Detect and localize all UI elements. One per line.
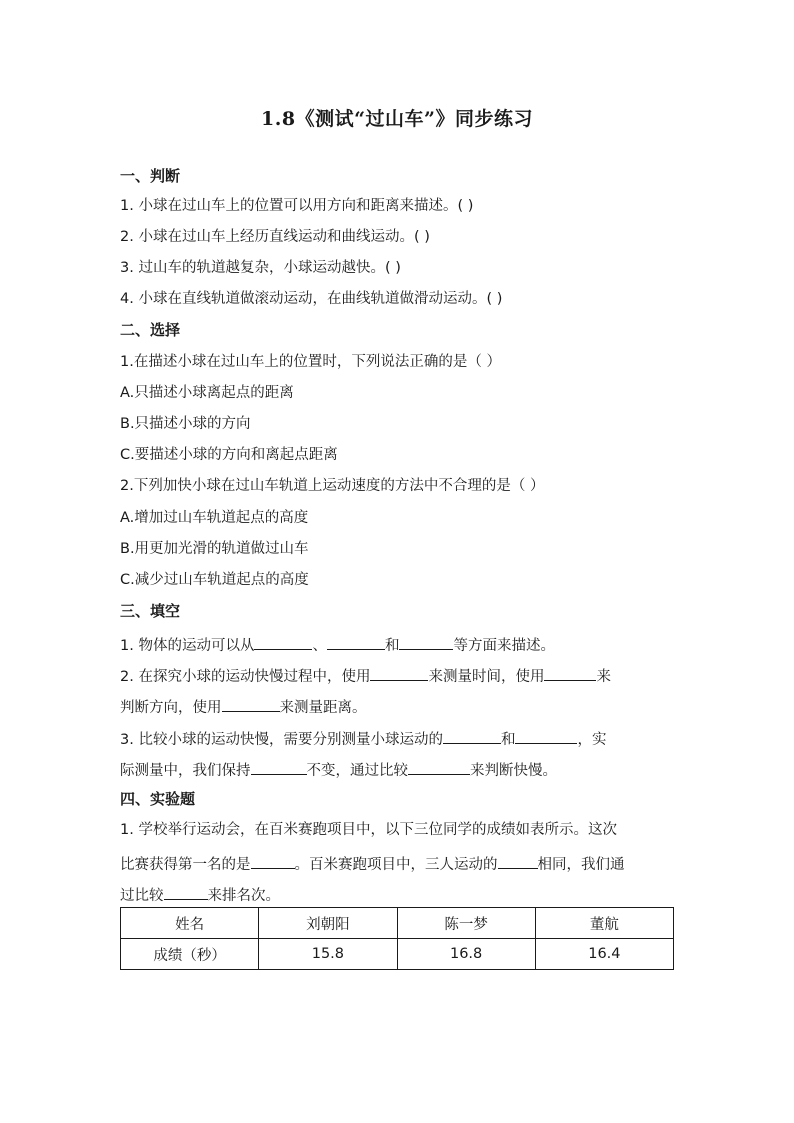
fill-blank[interactable] <box>327 633 385 650</box>
section-heading-fill: 三、填空 <box>120 602 181 620</box>
fill-blank[interactable] <box>399 633 453 650</box>
choice-q1-option-a: A.只描述小球离起点的距离 <box>120 385 294 401</box>
fill-blank[interactable] <box>254 633 312 650</box>
choice-q2-option-c: C.减少过山车轨道起点的高度 <box>120 572 309 588</box>
fill-q1 <box>120 633 680 656</box>
fill-q2-text: 来测量距离。 <box>279 700 367 716</box>
table-header-cell: 董航 <box>535 908 673 939</box>
experiment-q1-line1: 1. 学校举行运动会，在百米赛跑项目中，以下三位同学的成绩如表所示。这次 <box>120 822 617 838</box>
section-heading-judgment: 一、判断 <box>120 167 181 185</box>
choice-q2-option-a: A.增加过山车轨道起点的高度 <box>120 510 309 526</box>
fill-q3-line2 <box>120 758 680 781</box>
table-header-cell: 刘朝阳 <box>259 908 397 939</box>
experiment-q1-line2 <box>120 852 680 875</box>
judgment-item-3: 3. 过山车的轨道越复杂，小球运动越快。( ) <box>120 260 401 276</box>
fill-blank[interactable] <box>251 852 295 869</box>
fill-blank[interactable] <box>408 758 470 775</box>
section-heading-experiment: 四、实验题 <box>120 790 196 808</box>
experiment-q1-text: 相同，我们通 <box>537 857 625 873</box>
fill-blank[interactable] <box>515 727 577 744</box>
fill-q1-text: 1. 物体的运动可以从 <box>120 638 255 654</box>
fill-q2-text: 来测量时间，使用 <box>428 669 545 685</box>
fill-q2-line2 <box>120 695 680 718</box>
table-header-row <box>121 908 674 939</box>
fill-blank[interactable] <box>164 883 208 900</box>
table-header-cell: 姓名 <box>121 908 259 939</box>
fill-blank[interactable] <box>443 727 501 744</box>
experiment-q1-text: 比赛获得第一名的是 <box>120 857 251 873</box>
table-cell: 成绩（秒） <box>121 939 259 970</box>
fill-q3-text: 来判断快慢。 <box>470 763 557 779</box>
fill-q2-text: 2. 在探究小球的运动快慢过程中，使用 <box>120 669 371 685</box>
fill-blank[interactable] <box>370 664 428 681</box>
score-table <box>120 907 674 970</box>
choice-q1-option-c: C.要描述小球的方向和离起点距离 <box>120 447 338 463</box>
fill-q2-text: 判断方向，使用 <box>120 700 222 716</box>
fill-blank[interactable] <box>251 758 307 775</box>
fill-q3-line1 <box>120 727 680 750</box>
fill-q2-text: 来 <box>596 669 611 685</box>
section-heading-choice: 二、选择 <box>120 321 181 339</box>
choice-q1-stem: 1.在描述小球在过山车上的位置时，下列说法正确的是（ ） <box>120 354 501 370</box>
fill-blank[interactable] <box>222 695 280 712</box>
page-title: 1.8《测试“过山车”》同步练习 <box>261 108 533 130</box>
fill-blank[interactable] <box>498 852 538 869</box>
fill-q3-text: 和 <box>500 732 516 748</box>
table-cell: 15.8 <box>259 939 397 970</box>
fill-q2-line1 <box>120 664 680 687</box>
table-header-cell: 陈一梦 <box>397 908 535 939</box>
judgment-item-1: 1. 小球在过山车上的位置可以用方向和距离来描述。( ) <box>120 198 474 214</box>
fill-blank[interactable] <box>544 664 596 681</box>
judgment-item-2: 2. 小球在过山车上经历直线运动和曲线运动。( ) <box>120 229 430 245</box>
fill-q3-text: ，实 <box>577 732 607 748</box>
choice-q1-option-b: B.只描述小球的方向 <box>120 416 251 432</box>
choice-q2-option-b: B.用更加光滑的轨道做过山车 <box>120 541 309 557</box>
choice-q2-stem: 2.下列加快小球在过山车轨道上运动速度的方法中不合理的是（ ） <box>120 478 545 494</box>
experiment-q1-text: 来排名次。 <box>207 888 280 904</box>
fill-q1-text: 和 <box>384 638 400 654</box>
table-row <box>121 939 674 970</box>
judgment-item-4: 4. 小球在直线轨道做滚动运动，在曲线轨道做滑动运动。( ) <box>120 291 503 307</box>
experiment-q1-text: 。百米赛跑项目中，三人运动的 <box>294 857 498 873</box>
fill-q3-text: 际测量中，我们保持 <box>120 763 251 779</box>
fill-q1-text: 等方面来描述。 <box>453 638 555 654</box>
experiment-q1-line3 <box>120 883 680 906</box>
table-cell: 16.4 <box>535 939 673 970</box>
fill-q3-text: 3. 比较小球的运动快慢，需要分别测量小球运动的 <box>120 732 443 748</box>
fill-q1-text: 、 <box>312 638 327 654</box>
experiment-q1-text: 过比较 <box>120 888 164 904</box>
table-cell: 16.8 <box>397 939 535 970</box>
fill-q3-text: 不变，通过比较 <box>306 763 408 779</box>
